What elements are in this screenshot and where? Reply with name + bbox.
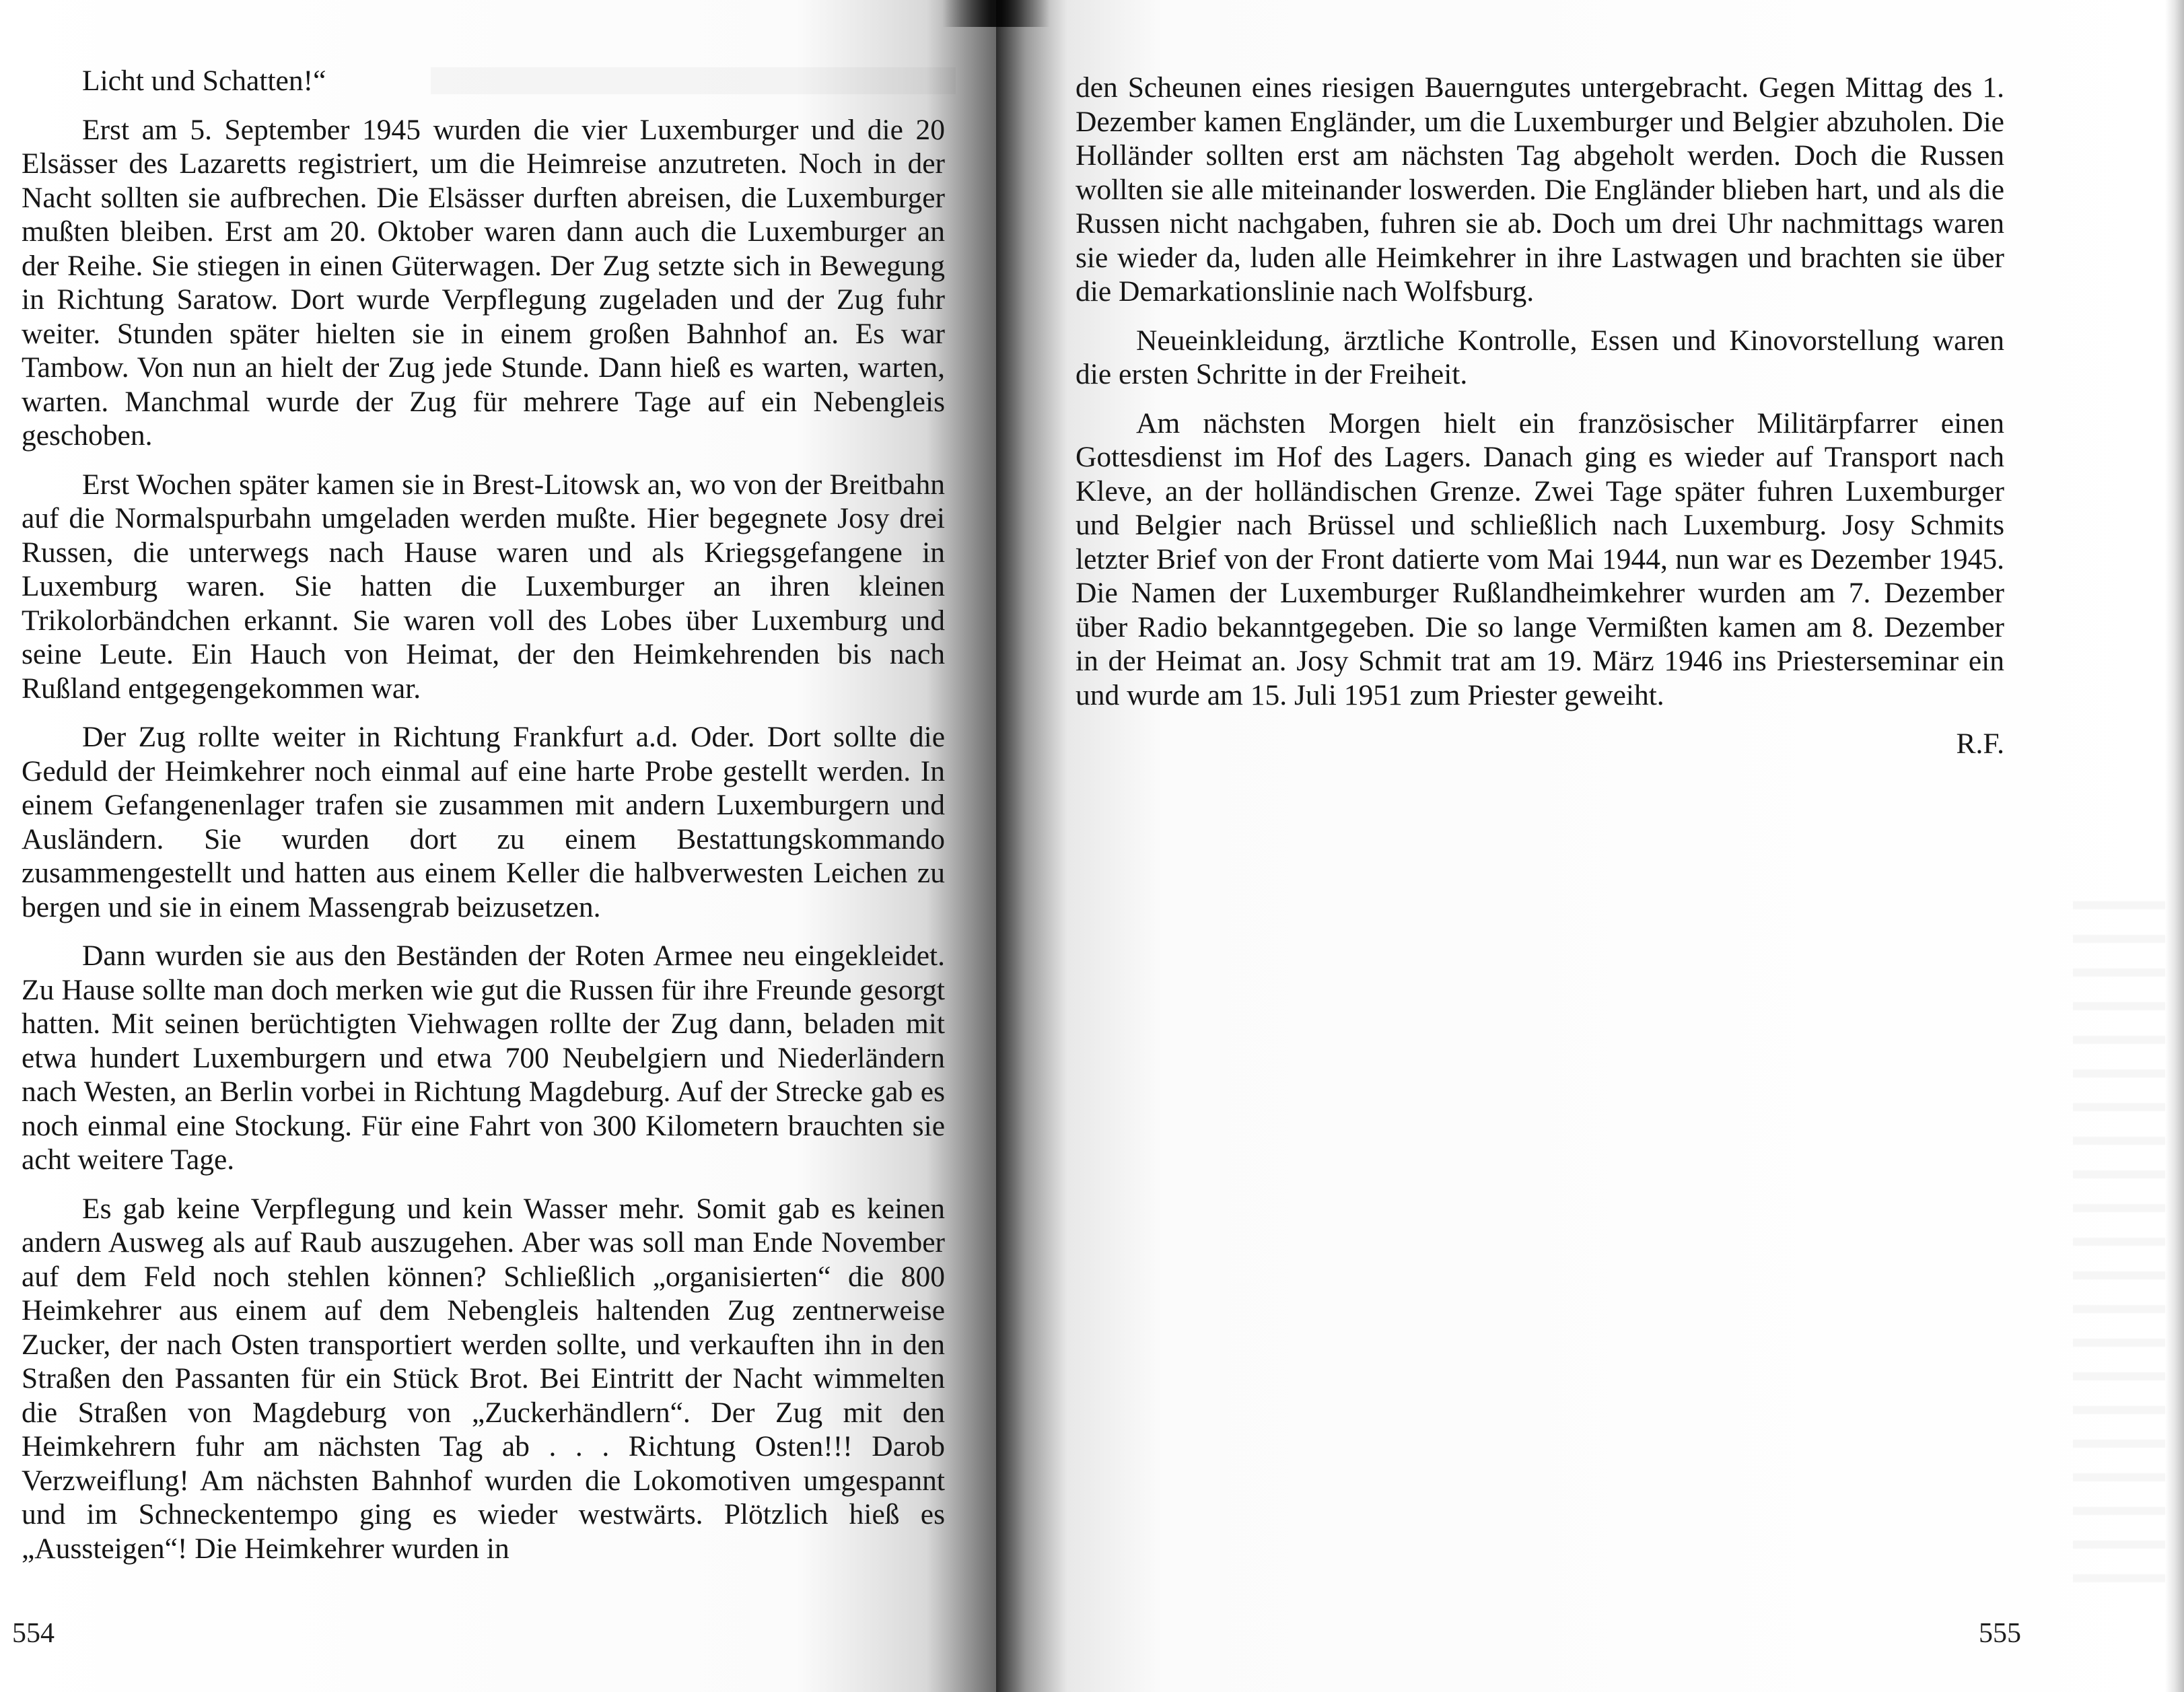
page-number: 555 bbox=[1979, 1618, 2021, 1649]
paragraph: Dann wurden sie aus den Beständen der Roten Armee neu eingekleidet. Zu Hause sollte man doch merken wie gut die Russen für ihre Freunde gesorgt hatten. Mit seinen berüchtigten Viehwagen rollte der Zug dann, beladen mit etwa hundert Luxemburgern und etwa 700 Neubelgiern und Niederländern nach Westen, an Berlin vorbei in Richtung Magdeburg. Auf der Strecke gab es noch einmal eine Stockung. Für eine Fahrt von 300 Kilometern brauchten sie acht weitere Tage. bbox=[22, 940, 945, 1176]
paragraph: Neueinkleidung, ärztliche Kontrolle, Essen und Kinovorstellung waren die ersten Schritte in der Freiheit. bbox=[1076, 324, 2004, 390]
page-number: 554 bbox=[12, 1618, 55, 1649]
binding-gutter bbox=[942, 0, 1050, 27]
right-page-text bbox=[1076, 71, 2004, 776]
page-edge bbox=[2165, 0, 2184, 1692]
paragraph: den Scheunen eines riesigen Bauerngutes untergebracht. Gegen Mittag des 1. Dezember kamen Engländer, um die Luxemburger und Belgier abzuholen. Die Holländer sollten erst am nächsten Tag abgeholt werden. Doch die Russen wollten sie alle miteinander loswerden. Die Engländer blieben hart, und als die Russen nicht nachgaben, fuhren sie ab. Doch um drei Uhr nachmittags waren sie wieder da, luden alle Heimkehrer in ihre Lastwagen und brachten sie über die Demarkationslinie nach Wolfsburg. bbox=[1076, 71, 2004, 308]
paragraph: Am nächsten Morgen hielt ein französischer Militärpfarrer einen Gottesdienst im Hof des Lagers. Danach ging es wieder auf Transport nach Kleve, an der holländischen Grenze. Zwei Tage später fuhren Luxemburger und Belgier nach Brüssel und schließlich nach Luxemburg. Josy Schmits letzter Brief von der Front datierte vom Mai 1944, nun war es Dezember 1945. Die Namen der Luxemburger Rußlandheimkehrer wurden am 7. Dezember über Radio bekanntgegeben. Die so lange Vermißten kamen am 8. Dezember in der Heimat an. Josy Schmit trat am 19. März 1946 ins Priesterseminar ein und wurde am 15. Juli 1951 zum Priester geweiht. bbox=[1076, 407, 2004, 711]
paragraph: Erst Wochen später kamen sie in Brest-Litowsk an, wo von der Breitbahn auf die Normalspurbahn umgeladen werden mußte. Hier begegnete Josy drei Russen, die unterwegs nach Hause waren und als Kriegsgefangene in Luxemburg waren. Sie hatten die Luxemburger an ihren kleinen Trikolorbändchen erkannt. Sie waren voll des Lobes über Luxemburg und seine Leute. Ein Hauch von Heimat, der den Heimkehrenden bis nach Rußland entgegengekommen war. bbox=[22, 468, 945, 705]
paragraph: Es gab keine Verpflegung und kein Wasser mehr. Somit gab es keinen andern Ausweg als auf Raub auszugehen. Aber was soll man Ende November auf dem Feld noch stehlen können? Schließlich „organisierten“ die 800 Heimkehrer aus einem auf dem Nebengleis haltenden Zug zentnerweise Zucker, der nach Osten transportiert werden sollte, und verkauften ihn in den Straßen den Passanten für ein Stück Brot. Bei Eintritt der Nacht wimmelten die Straßen von Magdeburg von „Zuckerhändlern“. Der Zug mit den Heimkehrern fuhr am nächsten Tag ab . . . Richtung Osten!!! Darob Verzweiflung! Am nächsten Bahnhof wurden die Lokomotiven umgespannt und im Schneckentempo ging es wieder westwärts. Plötzlich hieß es „Aussteigen“! Die Heimkehrer wurden in bbox=[22, 1192, 945, 1565]
left-page bbox=[0, 0, 996, 1692]
paragraph: Erst am 5. September 1945 wurden die vier Luxemburger und die 20 Elsässer des Lazaretts registriert, um die Heimreise anzutreten. Noch in der Nacht sollten sie aufbrechen. Die Elsässer durften abreisen, die Luxemburger mußten bleiben. Erst am 20. Oktober waren dann auch die Luxemburger an der Reihe. Sie stiegen in einen Güterwagen. Der Zug setzte sich in Bewegung in Richtung Saratow. Dort wurde Verpflegung zugeladen und der Zug fuhr weiter. Stunden später hielten sie in einem großen Bahnhof an. Es war Tambow. Von nun an hielt der Zug jede Stunde. Dann hieß es warten, warten, warten. Manchmal wurde der Zug für mehrere Tage auf ein Nebengleis geschoben. bbox=[22, 113, 945, 452]
author-signature: R.F. bbox=[1956, 728, 2004, 760]
right-page bbox=[996, 0, 2184, 1692]
paragraph: Der Zug rollte weiter in Richtung Frankfurt a.d. Oder. Dort sollte die Geduld der Heimkehrer noch einmal auf eine harte Probe gestellt werden. In einem Gefangenenlager trafen sie zusammen mit andern Luxemburgern und Ausländern. Sie wurden dort zu einem Bestattungskommando zusammengestellt und hatten aus einem Keller die halbverwesten Leichen zu bergen und sie in einem Massengrab beizusetzen. bbox=[22, 721, 945, 923]
left-page-text bbox=[22, 64, 945, 1580]
paragraph: Licht und Schatten!“ bbox=[82, 65, 326, 97]
